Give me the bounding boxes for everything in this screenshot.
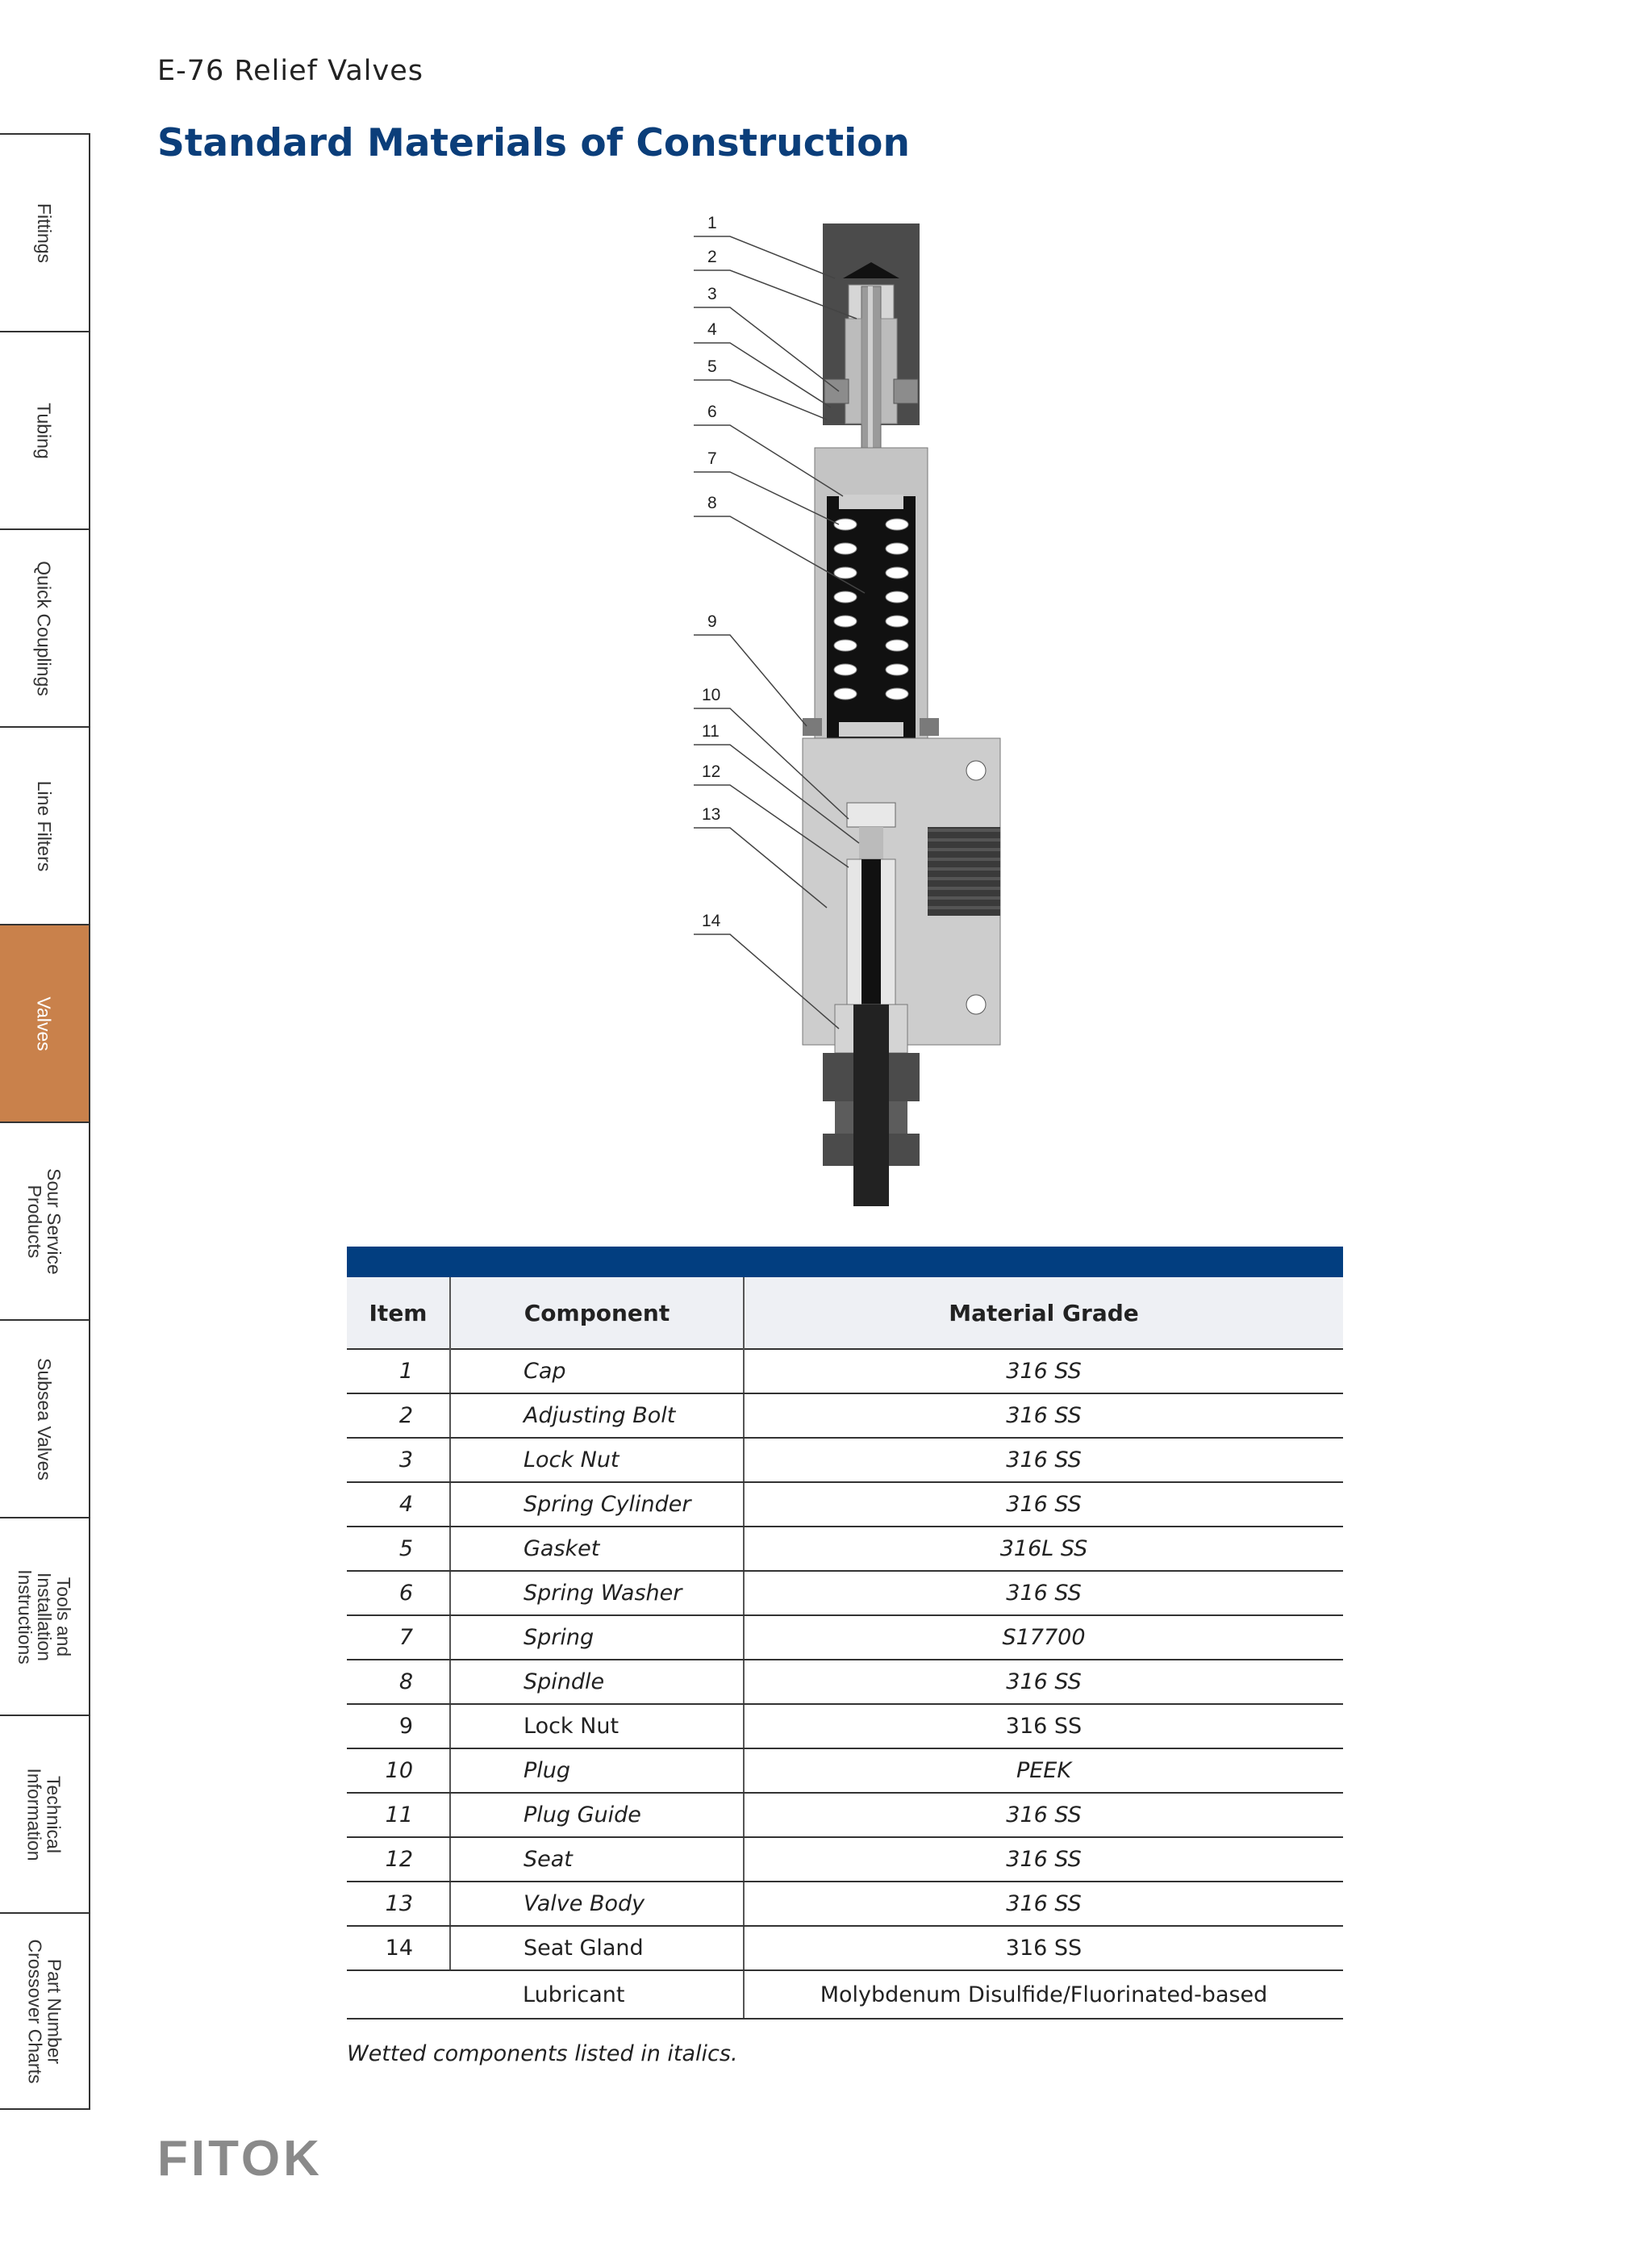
- material-grade: Molybdenum Disulfide/Fluorinated-based: [744, 1970, 1343, 2019]
- component-name: Gasket: [450, 1527, 744, 1571]
- tab-technical-information[interactable]: [0, 1715, 90, 1912]
- material-grade: 316 SS: [744, 1704, 1343, 1748]
- item-number: 6: [347, 1571, 450, 1615]
- tab-tools-installation[interactable]: [0, 1517, 90, 1715]
- item-number: 1: [347, 1349, 450, 1393]
- tab-valves[interactable]: [0, 924, 90, 1122]
- component-name: Spring Cylinder: [450, 1482, 744, 1527]
- material-grade: 316 SS: [744, 1438, 1343, 1482]
- material-grade: 316 SS: [744, 1882, 1343, 1926]
- item-number: 9: [347, 1704, 450, 1748]
- tab-line-filters[interactable]: [0, 726, 90, 924]
- tab-label: Fittings: [33, 203, 55, 263]
- item-number: 14: [347, 1926, 450, 1970]
- valve-cross-section-icon: [678, 206, 1032, 1206]
- component-name: Lock Nut: [450, 1704, 744, 1748]
- table-row: [347, 1438, 1343, 1482]
- component-name: Spring: [450, 1615, 744, 1660]
- fitok-logo: FITOK: [157, 2131, 323, 2187]
- material-grade: 316 SS: [744, 1926, 1343, 1970]
- callout-number: 10: [702, 686, 721, 704]
- tab-fittings[interactable]: [0, 133, 90, 331]
- item-number: 5: [347, 1527, 450, 1571]
- callout-number: 8: [707, 494, 717, 512]
- relief-valve-diagram: [678, 206, 1032, 1206]
- item-number: 8: [347, 1660, 450, 1704]
- component-name: Spindle: [450, 1660, 744, 1704]
- table-row: [347, 1882, 1343, 1926]
- material-grade: 316L SS: [744, 1527, 1343, 1571]
- table-row: [347, 1527, 1343, 1571]
- component-name: Adjusting Bolt: [450, 1393, 744, 1438]
- header-item: Item: [347, 1277, 450, 1349]
- table-row: [347, 1571, 1343, 1615]
- callout-number: 4: [707, 320, 717, 339]
- tab-label: Part Number Crossover Charts: [24, 1939, 65, 2083]
- component-name: Lubricant: [450, 1970, 744, 2019]
- item-number: 13: [347, 1882, 450, 1926]
- tab-label: Quick Couplings: [34, 560, 55, 696]
- component-name: Seat Gland: [450, 1926, 744, 1970]
- material-grade: 316 SS: [744, 1393, 1343, 1438]
- page-header: E-76 Relief Valves: [157, 55, 423, 87]
- table-header-bar: [347, 1247, 1343, 1277]
- material-grade: 316 SS: [744, 1793, 1343, 1837]
- header-component: Component: [450, 1277, 744, 1349]
- callout-number: 1: [707, 214, 717, 232]
- callout-number: 2: [707, 248, 717, 266]
- wetted-note: Wetted components listed in italics.: [347, 2041, 738, 2066]
- tab-quick-couplings[interactable]: [0, 528, 90, 726]
- item-number: 12: [347, 1837, 450, 1882]
- item-number: 2: [347, 1393, 450, 1438]
- tab-label: Sour Service Products: [24, 1167, 65, 1275]
- table-row: [347, 1393, 1343, 1438]
- page-title: Standard Materials of Construction: [157, 121, 910, 165]
- material-grade: PEEK: [744, 1748, 1343, 1793]
- material-grade: 316 SS: [744, 1571, 1343, 1615]
- tab-label: Tubing: [33, 402, 55, 459]
- callout-number: 7: [707, 449, 717, 468]
- component-name: Valve Body: [450, 1882, 744, 1926]
- table-row: [347, 1660, 1343, 1704]
- callout-number: 14: [702, 912, 721, 930]
- callout-number: 11: [702, 722, 720, 741]
- callout-number: 13: [702, 805, 721, 824]
- material-grade: 316 SS: [744, 1660, 1343, 1704]
- component-name: Cap: [450, 1349, 744, 1393]
- item-number: 7: [347, 1615, 450, 1660]
- table-row: [347, 1748, 1343, 1793]
- component-name: Lock Nut: [450, 1438, 744, 1482]
- item-number: 3: [347, 1438, 450, 1482]
- table-row: [347, 1615, 1343, 1660]
- tab-sour-service-products[interactable]: [0, 1122, 90, 1319]
- tab-label: Tools and Installation Instructions: [15, 1568, 75, 1664]
- callout-number: 5: [707, 357, 717, 376]
- callout-number: 3: [707, 285, 717, 303]
- tab-label: Subsea Valves: [34, 1357, 56, 1481]
- table-row: [347, 1704, 1343, 1748]
- item-number: 10: [347, 1748, 450, 1793]
- component-name: Plug: [450, 1748, 744, 1793]
- table-row: [347, 1926, 1343, 1970]
- component-name: Seat: [450, 1837, 744, 1882]
- materials-table: [347, 1247, 1343, 2020]
- table-row: [347, 1349, 1343, 1393]
- material-grade: 316 SS: [744, 1482, 1343, 1527]
- callout-number: 6: [707, 403, 717, 421]
- tab-label: Line Filters: [34, 780, 56, 871]
- tab-label: Valves: [33, 996, 55, 1051]
- component-name: Plug Guide: [450, 1793, 744, 1837]
- table-row: [347, 1482, 1343, 1527]
- tab-subsea-valves[interactable]: [0, 1319, 90, 1517]
- header-material-grade: Material Grade: [744, 1277, 1343, 1349]
- material-grade: 316 SS: [744, 1837, 1343, 1882]
- table-row: [347, 1837, 1343, 1882]
- table-row-lubricant: [347, 1970, 1343, 2019]
- callout-number: 12: [702, 762, 721, 781]
- item-number: 4: [347, 1482, 450, 1527]
- tab-part-number-crossover[interactable]: [0, 1912, 90, 2110]
- tab-tubing[interactable]: [0, 331, 90, 528]
- table-row: [347, 1793, 1343, 1837]
- material-grade: 316 SS: [744, 1349, 1343, 1393]
- material-grade: S17700: [744, 1615, 1343, 1660]
- item-number: 11: [347, 1793, 450, 1837]
- table-header-row: [347, 1277, 1343, 1349]
- tab-label: Technical Information: [24, 1767, 65, 1861]
- component-name: Spring Washer: [450, 1571, 744, 1615]
- callout-number: 9: [707, 612, 717, 631]
- item-number-empty: [347, 1970, 450, 2019]
